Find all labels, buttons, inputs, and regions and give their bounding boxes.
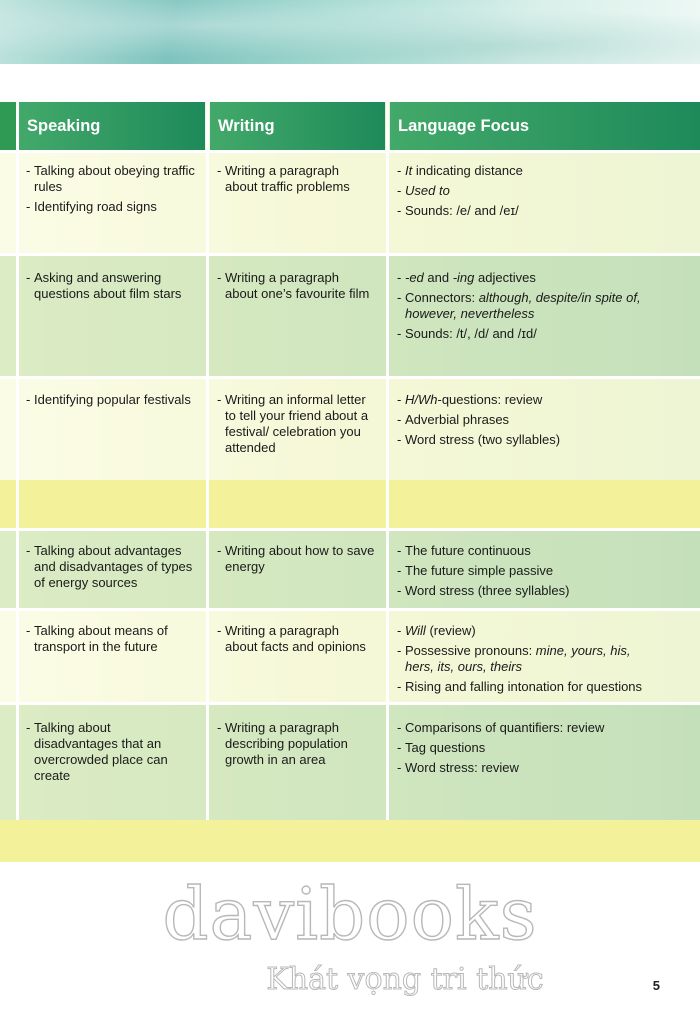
table-cell-speaking (26, 543, 198, 595)
review-band (0, 480, 700, 528)
table-cell-writing (217, 392, 375, 460)
text-segment: Sounds: /e/ and /eɪ/ (405, 203, 519, 218)
text-segment: -ing (452, 270, 475, 285)
table-cell-language-focus (397, 543, 659, 603)
table-cell-language-focus (397, 720, 659, 780)
text-segment: Adverbial phrases (405, 412, 510, 427)
table-cell-writing (217, 720, 375, 772)
column-divider (386, 102, 389, 820)
list-item (397, 643, 659, 675)
table-cell-writing (217, 270, 375, 306)
list-item: - Writing a paragraph about one’s favourite film (217, 270, 375, 302)
list-item: - Talking about disadvantages that an overcrowded place can create (26, 720, 198, 784)
list-item (397, 720, 659, 736)
text-segment: adjectives (474, 270, 536, 285)
list-item: - Writing a paragraph about facts and opinions (217, 623, 375, 655)
text-segment: indicating distance (412, 163, 523, 178)
list-item: - Talking about means of transport in the future (26, 623, 198, 655)
column-header-writing: Writing (210, 102, 385, 150)
list-item (397, 270, 659, 286)
list-item: - Writing a paragraph describing population growth in an area (217, 720, 375, 768)
list-item (397, 183, 659, 199)
list-item (397, 432, 659, 448)
table-cell-language-focus (397, 163, 659, 223)
text-segment: and (423, 270, 453, 285)
review-band (0, 820, 700, 862)
table-cell-speaking (26, 720, 198, 788)
list-item: - Writing a paragraph about traffic problems (217, 163, 375, 195)
list-item (397, 392, 659, 408)
text-segment: Comparisons of quantifiers: review (405, 720, 605, 735)
text-segment: H/Wh (405, 392, 438, 407)
text-segment: Word stress (two syllables) (405, 432, 561, 447)
table-cell-speaking (26, 270, 198, 306)
table-cell-language-focus (397, 623, 659, 699)
list-item (397, 163, 659, 179)
text-segment: Tag questions (405, 740, 486, 755)
list-item (397, 760, 659, 776)
column-header-language-focus: Language Focus (390, 102, 700, 150)
list-item (397, 623, 659, 639)
list-item (397, 412, 659, 428)
column-header-speaking: Speaking (19, 102, 205, 150)
header-accent-bar (0, 102, 16, 150)
text-segment: Will (405, 623, 426, 638)
text-segment: The future continuous (405, 543, 531, 558)
text-segment: Sounds: /t/, /d/ and /ɪd/ (405, 326, 537, 341)
text-segment: Used to (405, 183, 450, 198)
text-segment: Word stress (three syllables) (405, 583, 570, 598)
table-cell-writing (217, 543, 375, 579)
list-item: - Writing about how to save energy (217, 543, 375, 575)
text-segment: The future simple passive (405, 563, 554, 578)
text-segment: Possessive pronouns: (405, 643, 536, 658)
text-segment: -questions: review (437, 392, 543, 407)
table-cell-language-focus (397, 270, 659, 346)
list-item: - Writing an informal letter to tell your friend about a festival/ celebration you attended (217, 392, 375, 456)
table-cell-writing (217, 163, 375, 199)
table-cell-writing (217, 623, 375, 659)
text-segment: Rising and falling intonation for questions (405, 679, 643, 694)
list-item (397, 583, 659, 599)
page-number: 5 (652, 978, 660, 993)
table-cell-speaking (26, 623, 198, 659)
decorative-header-band (0, 0, 700, 64)
list-item (397, 203, 659, 219)
text-segment: (review) (425, 623, 476, 638)
list-item (397, 290, 659, 322)
watermark-logo: davibooks (162, 872, 538, 956)
text-segment: Word stress: review (405, 760, 519, 775)
column-divider (206, 102, 209, 820)
list-item: - Asking and answering questions about film stars (26, 270, 198, 302)
list-item: - Talking about advantages and disadvantages of types of energy sources (26, 543, 198, 591)
watermark-tagline: Khát vọng tri thức (266, 962, 544, 997)
text-segment: It (405, 163, 413, 178)
table-cell-speaking (26, 163, 198, 219)
text-segment: although, despite/in spite of, however, nevertheless (405, 290, 641, 321)
list-item: - Identifying road signs (26, 199, 198, 215)
column-divider (16, 102, 19, 820)
text-segment: Connectors: (405, 290, 479, 305)
list-item (397, 543, 659, 559)
list-item (397, 740, 659, 756)
table-cell-language-focus (397, 392, 659, 452)
list-item: - Identifying popular festivals (26, 392, 198, 408)
list-item: - Talking about obeying traffic rules (26, 163, 198, 195)
table-cell-speaking (26, 392, 198, 412)
list-item (397, 563, 659, 579)
list-item (397, 679, 659, 695)
text-segment: mine, yours, his, hers, its, ours, theirs (405, 643, 631, 674)
list-item (397, 326, 659, 342)
text-segment: -ed (405, 270, 424, 285)
